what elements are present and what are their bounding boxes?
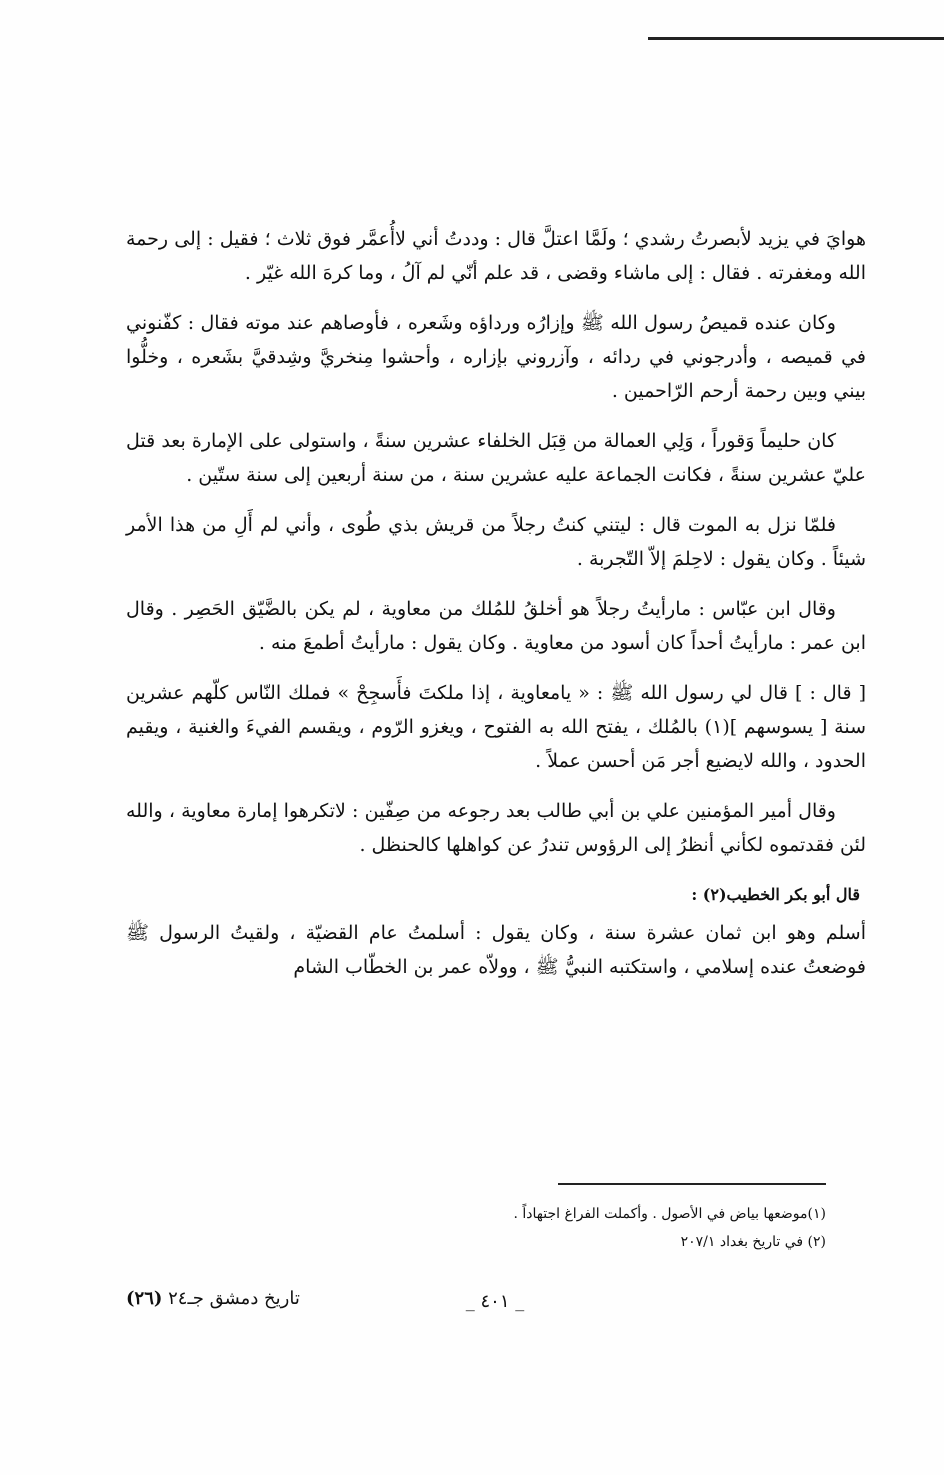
footnotes bbox=[430, 1200, 826, 1256]
paragraph-5: وقال ابن عبّاس : مارأيتُ رجلاً هو أخلقُ للمُلك من معاوية ، لم يكن بالضَّيّق الحَصِر . وقال ابن عمر : مارأيتُ أحداً كان أسود من معاوية . وكان يقول : مارأيتُ أطمعَ منه . bbox=[126, 598, 866, 654]
footnote-1: (١)موضعها بياض في الأصول . وأكملت الفراغ اجتهاداً . bbox=[513, 1206, 826, 1222]
paragraph-3: كان حليماً وَقوراً ، وَلِي العمالة من قِبَل الخلفاء عشرين سنةً ، واستولى على الإمارة بعد قتل عليّ عشرين سنةً ، فكانت الجماعة عليه عشرين سنة ، من سنة أربعين إلى سنة ستّين . bbox=[126, 430, 866, 486]
closing-paragraph: أسلم وهو ابن ثمان عشرة سنة ، وكان يقول : أسلمتُ عام القضيّة ، ولقيتُ الرسول ﷺ فوضعتُ عنده إسلامي ، واستكتبه النبيُّ ﷺ ، وولاّه عمر بن الخطّاب الشام bbox=[126, 922, 866, 978]
footer-book-title bbox=[126, 1286, 356, 1312]
footnote-divider bbox=[558, 1183, 826, 1185]
main-text bbox=[126, 222, 866, 1000]
book-title: تاريخ دمشق جـ٢٤ bbox=[168, 1288, 300, 1309]
header-rule bbox=[648, 37, 944, 40]
paragraph-2: وكان عنده قميصُ رسول الله ﷺ وإزارُه ورداؤه وشَعره ، فأوصاهم عند موته فقال : كفّنوني في قميصه ، وأدرجوني في ردائه ، وآزروني بإزاره ، وأحشوا مِنخريَّ وشِدقيَّ بشَعره ، وخلُّوا بيني وبين رحمة أرحم الرّاحمين . bbox=[126, 312, 866, 402]
paragraph-1: هوايَ في يزيد لأبصرتُ رشدي ؛ ولَمَّا اعتلَّ قال : وددتُ أني لاأُعمَّر فوق ثلاث ؛ فقيل : إلى رحمة الله ومغفرته . فقال : إلى ماشاء وقضى ، قد علم أنّي لم آلُ ، وما كرهَ الله غيّر . bbox=[126, 228, 866, 284]
footnote-2: (٢) في تاريخ بغداد ٢٠٧/١ bbox=[680, 1234, 826, 1250]
paragraph-6: [ قال : ] قال لي رسول الله ﷺ : « يامعاوية ، إذا ملكتَ فأَسجِحْ » فملك النّاس كلّهم عشرين سنة [ يسوسهم ](١) بالمُلك ، يفتح الله به الفتوح ، ويغزو الرّوم ، ويقسم الفيءَ والغنية ، ويقيم الحدود ، والله لايضيع أجر مَن أحسن عملاً . bbox=[126, 682, 867, 772]
volume-part: (٢٦) bbox=[126, 1288, 163, 1309]
paragraph-7: وقال أمير المؤمنين علي بن أبي طالب بعد رجوعه من صِفّين : لاتكرهوا إمارة معاوية ، والله لئن فقدتموه لكأني أنظرُ إلى الرؤوس تندرُ عن كواهلها كالحنظل . bbox=[126, 800, 866, 856]
subheading: قال أبو بكر الخطيب(٢) : bbox=[691, 885, 860, 904]
paragraph-4: فلمّا نزل به الموت قال : ليتني كنتُ رجلاً من قريش بذي طُوى ، وأني لم أَلِ من هذا الأمر شيئاً . وكان يقول : لاحِلمَ إلاّ التّجربة . bbox=[126, 514, 866, 570]
page-number: _ ٤٠١ _ bbox=[465, 1291, 525, 1312]
